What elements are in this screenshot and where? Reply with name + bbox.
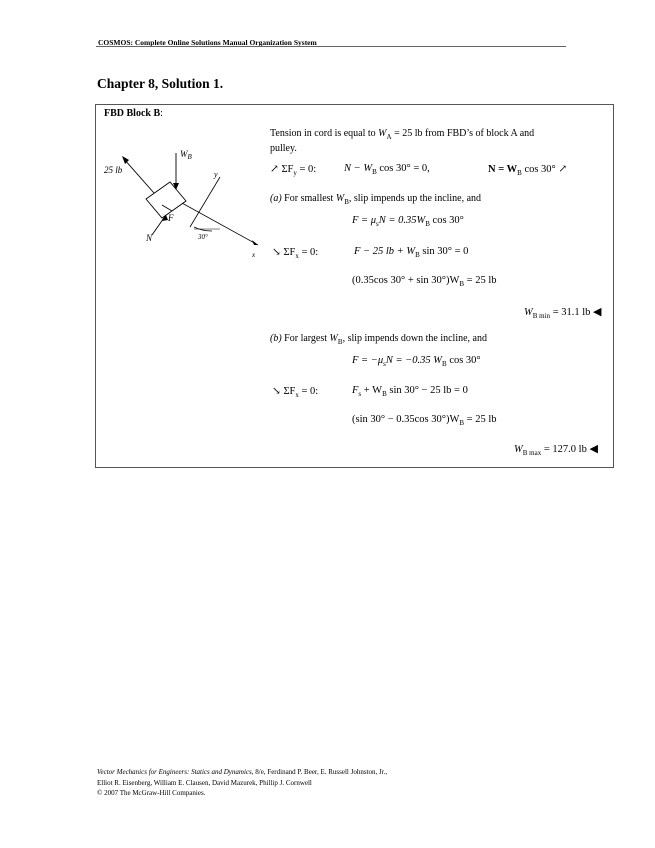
free-body-diagram (102, 147, 262, 259)
solution-box (95, 104, 614, 468)
part-a-sum-x: ↘ $\Sigma F_x = 0$: (272, 247, 319, 261)
footer-line-3: © 2007 The McGraw-Hill Companies. (97, 789, 206, 797)
part-a-friction-eq: $F = \mu_sN = 0.35W_B$ cos 30° (352, 215, 464, 229)
part-b-solve-eq: (sin 30° − 0.35cos $30^\circ)W_B = 25$ lb (352, 414, 497, 428)
header-rule (96, 46, 566, 47)
part-b-answer: $W_{B max} = 127.0$ lb ◀ (514, 443, 598, 458)
part-a-sum-x-expression: F − 25 lb + $W_B$ sin 30° = 0 (354, 246, 469, 260)
y-axis-line (190, 177, 220, 227)
x-axis-label: x (252, 251, 256, 259)
normal-label: N (146, 233, 153, 243)
part-b-intro: (b) For largest $W_B$, slip impends down the incline, and (270, 333, 487, 346)
part-b-sum-x: ↘ $\Sigma F_x = 0$: (272, 386, 319, 400)
intro-line-1: Tension in cord is equal to $W_A = 25$ lb from FBD’s of block A and (270, 128, 535, 141)
chapter-title: Chapter 8, Solution 1. (97, 76, 224, 91)
force-label: 25 lb (104, 165, 123, 175)
part-b-friction-eq: $F = -\mu_sN = -0.35$ $W_B$ cos 30° (352, 355, 481, 369)
normal-arrow (152, 215, 166, 235)
part-b-sum-x-expression: $F_s + W_B$ sin 30° − 25 lb = 0 (352, 385, 468, 399)
footer-line-1: Vector Mechanics for Engineers: Statics and Dynamics, 8/e, Ferdinand P. Beer, E. Russell Johnston, Jr., (97, 768, 388, 776)
fbd-title: FBD Block B: (104, 108, 163, 119)
part-a-solve-eq: (0.35cos $30^\circ + \sin 30^\circ)W_B = 25$ lb (352, 275, 497, 289)
intro-line-2: pulley. (270, 143, 297, 154)
page-header: COSMOS: Complete Online Solutions Manual Organization System (98, 38, 317, 47)
friction-label: F (168, 213, 174, 223)
weight-label: $W_B$ (180, 149, 192, 161)
sum-y-equation: ↗ $\Sigma F_y = 0$: (270, 164, 317, 178)
footer-line-2: Elliot R. Eisenberg, William E. Clausen, David Mazurek, Phillip J. Cornwell (97, 779, 312, 787)
tension-arrow (124, 159, 154, 193)
y-axis-label: y (214, 170, 218, 179)
block-b (146, 182, 186, 218)
sum-y-expression: $N - W_B$ cos 30° = 0, (344, 163, 430, 177)
part-a-intro: (a) For smallest $W_B$, slip impends up the incline, and (270, 193, 482, 206)
part-a-answer: $W_{B min} = 31.1$ lb ◀ (524, 306, 602, 321)
normal-result: $N = W_B$ cos 30° ↗ (488, 164, 568, 178)
angle-label: 30° (198, 233, 208, 241)
